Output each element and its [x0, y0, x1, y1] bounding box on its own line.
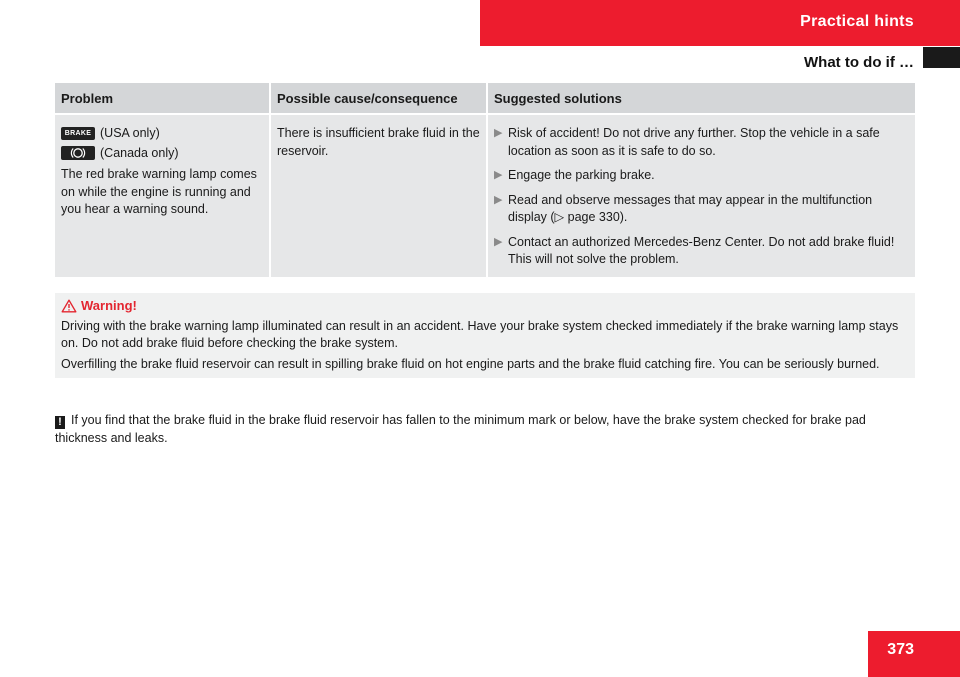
header-problem: Problem: [55, 83, 269, 113]
bullet-arrow-icon: ▶: [494, 235, 503, 248]
lamp-usa-line: [61, 125, 263, 143]
section-title: Practical hints: [800, 13, 914, 30]
note-block: [55, 412, 911, 447]
table-header-row: [55, 83, 915, 113]
troubleshooting-table: [55, 83, 915, 277]
exclamation-icon: !: [55, 416, 65, 429]
warning-box: [55, 293, 915, 378]
bullet-arrow-icon: ▶: [494, 193, 503, 206]
warning-paragraph: Driving with the brake warning lamp illuminated can result in an accident. Have your brake system checked immediately if the brake warning lamp stays on. Do not add brake fluid before checking the brake system.: [61, 318, 899, 350]
solution-item: [494, 167, 909, 185]
thumb-tab: [923, 47, 960, 68]
brake-lamp-icon: BRAKE: [61, 127, 95, 140]
solution-text: Risk of accident! Do not drive any further. Stop the vehicle in a safe location as soon as it is safe to do so.: [508, 126, 880, 158]
lamp-usa-label: (USA only): [100, 126, 160, 140]
problem-description: The red brake warning lamp comes on while the engine is running and you hear a warning sound.: [61, 167, 257, 216]
note-text: If you find that the brake fluid in the brake fluid reservoir has fallen to the minimum mark or below, have the brake system checked for brake pad thickness and leaks.: [55, 413, 866, 445]
problem-cell: [55, 113, 269, 277]
lamp-canada-line: [61, 145, 263, 163]
bullet-arrow-icon: ▶: [494, 127, 503, 139]
warning-title: Warning!: [81, 298, 137, 313]
page-number: 373: [887, 641, 914, 658]
solution-item: [494, 192, 909, 227]
solutions-cell: [486, 113, 915, 277]
solution-item: [494, 125, 909, 160]
warning-paragraph: Overfilling the brake fluid reservoir can result in spilling brake fluid on hot engine parts and the brake fluid catching fire. You can be seriously burned.: [61, 356, 880, 371]
brake-circle-lamp-icon: [61, 146, 95, 160]
solution-text: Engage the parking brake.: [508, 168, 655, 182]
solution-text: Contact an authorized Mercedes-Benz Center. Do not add brake fluid! This will not solve the problem.: [508, 234, 895, 266]
lamp-canada-label: (Canada only): [100, 145, 179, 160]
cause-text: There is insufficient brake fluid in the reservoir.: [277, 126, 480, 158]
header-solutions: Suggested solutions: [486, 83, 915, 113]
table-row: [55, 113, 915, 277]
bullet-arrow-icon: ▶: [494, 169, 503, 181]
warning-triangle-icon: [61, 299, 77, 313]
header-cause: Possible cause/consequence: [269, 83, 486, 113]
solution-item: [494, 234, 909, 269]
warning-heading: [61, 297, 909, 315]
cause-cell: [269, 113, 486, 277]
subsection-title: What to do if …: [804, 54, 914, 71]
page-number-box: [868, 631, 960, 677]
solution-text: Read and observe messages that may appear in the multifunction display (▷ page 330).: [508, 192, 873, 224]
